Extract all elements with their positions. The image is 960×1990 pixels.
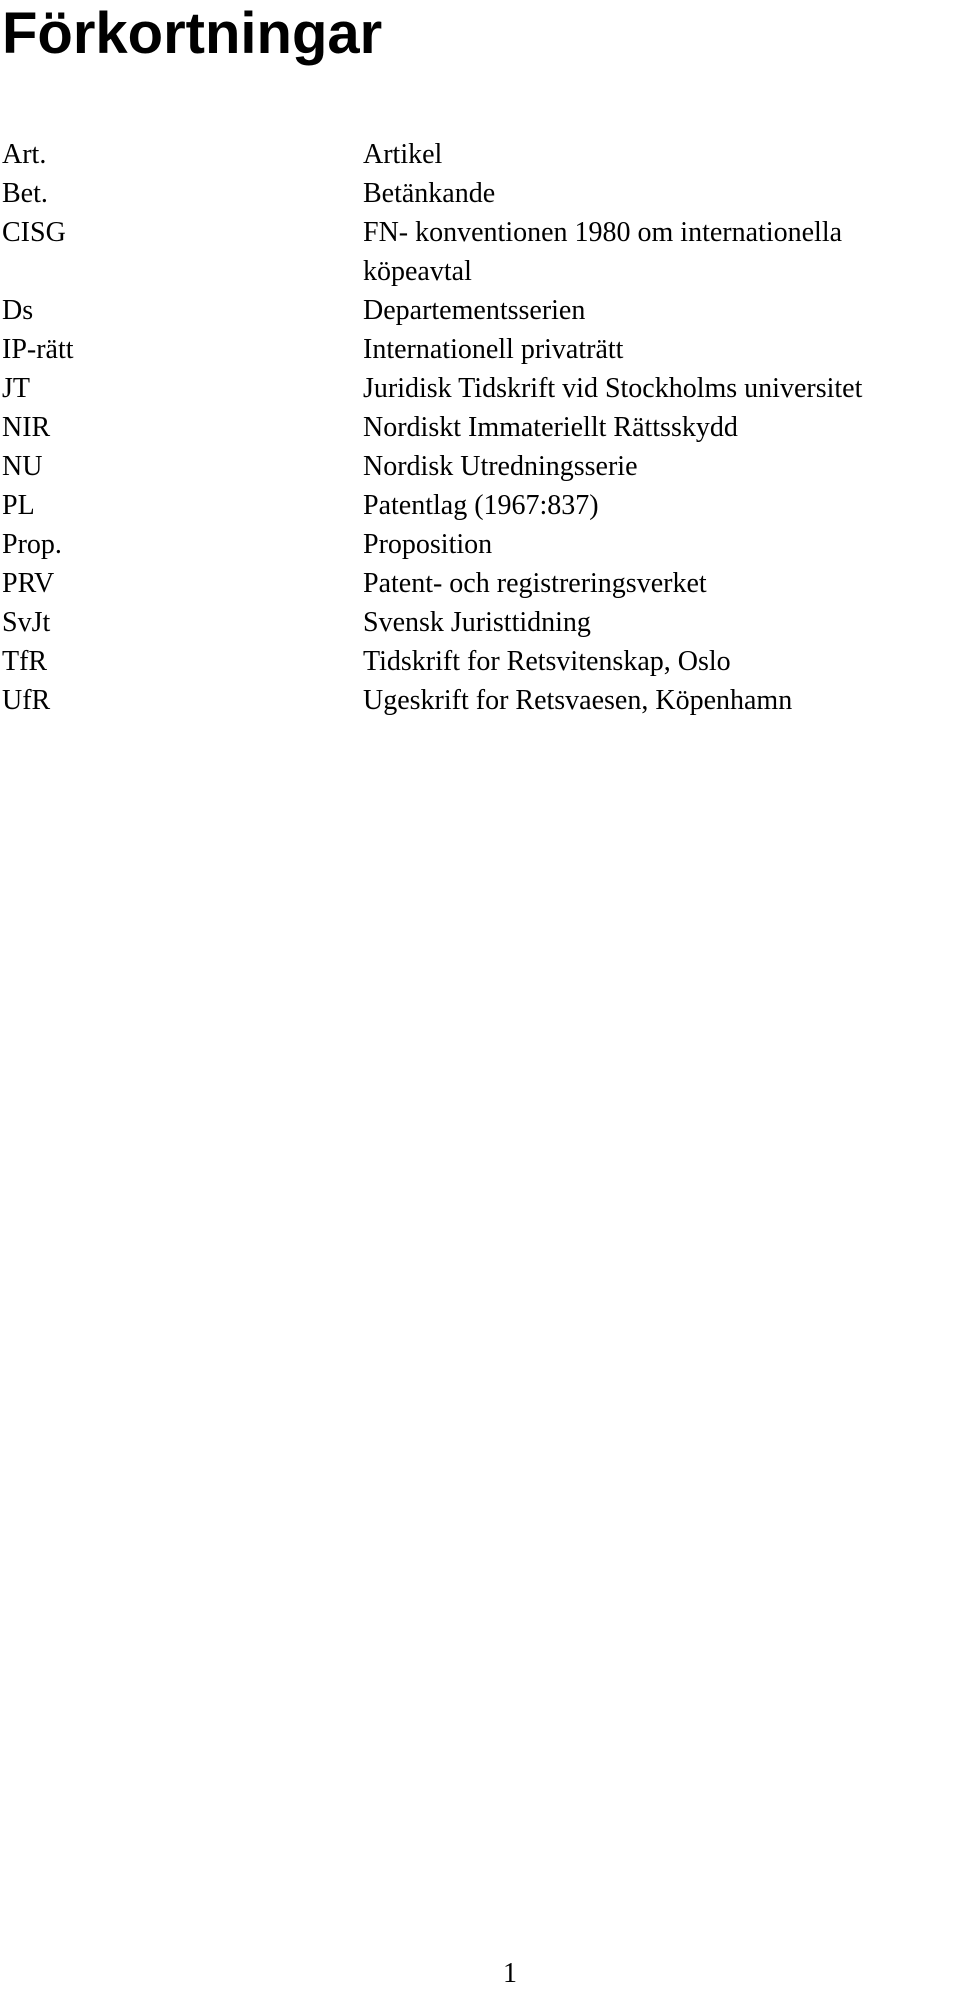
abbreviation-row [0, 135, 960, 174]
abbreviation-definition: Betänkande [363, 178, 496, 209]
abbreviation-row [0, 564, 960, 603]
abbreviation-definition: Artikel [363, 139, 443, 170]
abbreviation-row [0, 174, 960, 213]
abbreviation-definition: Nordisk Utredningsserie [363, 451, 638, 482]
abbreviation-row [0, 369, 960, 408]
abbreviation-definition: Departementsserien [363, 295, 586, 326]
page-number: 1 [503, 1958, 517, 1989]
abbreviation-term: IP-rätt [2, 334, 74, 365]
abbreviation-row [0, 486, 960, 525]
abbreviation-term: UfR [2, 685, 51, 716]
abbreviation-term: TfR [2, 646, 48, 677]
abbreviation-term: SvJt [2, 607, 51, 638]
abbreviation-definition: Juridisk Tidskrift vid Stockholms universitet [363, 373, 863, 404]
abbreviation-row [0, 525, 960, 564]
abbreviation-definition: FN- konventionen 1980 om internationella köpeavtal [363, 217, 843, 287]
abbreviation-row [0, 447, 960, 486]
abbreviation-definition: Svensk Juristtidning [363, 607, 591, 638]
abbreviation-definition: Internationell privaträtt [363, 334, 624, 365]
abbreviation-row [0, 330, 960, 369]
abbreviation-term: JT [2, 373, 30, 404]
abbreviation-term: Art. [2, 139, 47, 170]
abbreviation-definition: Nordiskt Immateriellt Rättsskydd [363, 412, 738, 443]
abbreviation-definition: Patentlag (1967:837) [363, 490, 599, 521]
abbreviation-term: Prop. [2, 529, 62, 560]
abbreviation-term: NIR [2, 412, 51, 443]
abbreviation-term: NU [2, 451, 43, 482]
abbreviation-term: Ds [2, 295, 34, 326]
abbreviation-definition: Tidskrift for Retsvitenskap, Oslo [363, 646, 731, 677]
page-title: Förkortningar [2, 1, 383, 66]
abbreviation-term: CISG [2, 217, 66, 248]
abbreviation-definition: Proposition [363, 529, 493, 560]
abbreviation-row [0, 213, 960, 291]
abbreviation-list [0, 135, 960, 720]
abbreviation-definition: Patent- och registreringsverket [363, 568, 707, 599]
abbreviation-term: PRV [2, 568, 55, 599]
abbreviation-row [0, 408, 960, 447]
abbreviation-definition: Ugeskrift for Retsvaesen, Köpenhamn [363, 685, 793, 716]
abbreviation-row [0, 681, 960, 720]
abbreviation-row [0, 603, 960, 642]
abbreviation-term: Bet. [2, 178, 48, 209]
abbreviation-term: PL [2, 490, 35, 521]
abbreviation-row [0, 642, 960, 681]
abbreviation-row [0, 291, 960, 330]
